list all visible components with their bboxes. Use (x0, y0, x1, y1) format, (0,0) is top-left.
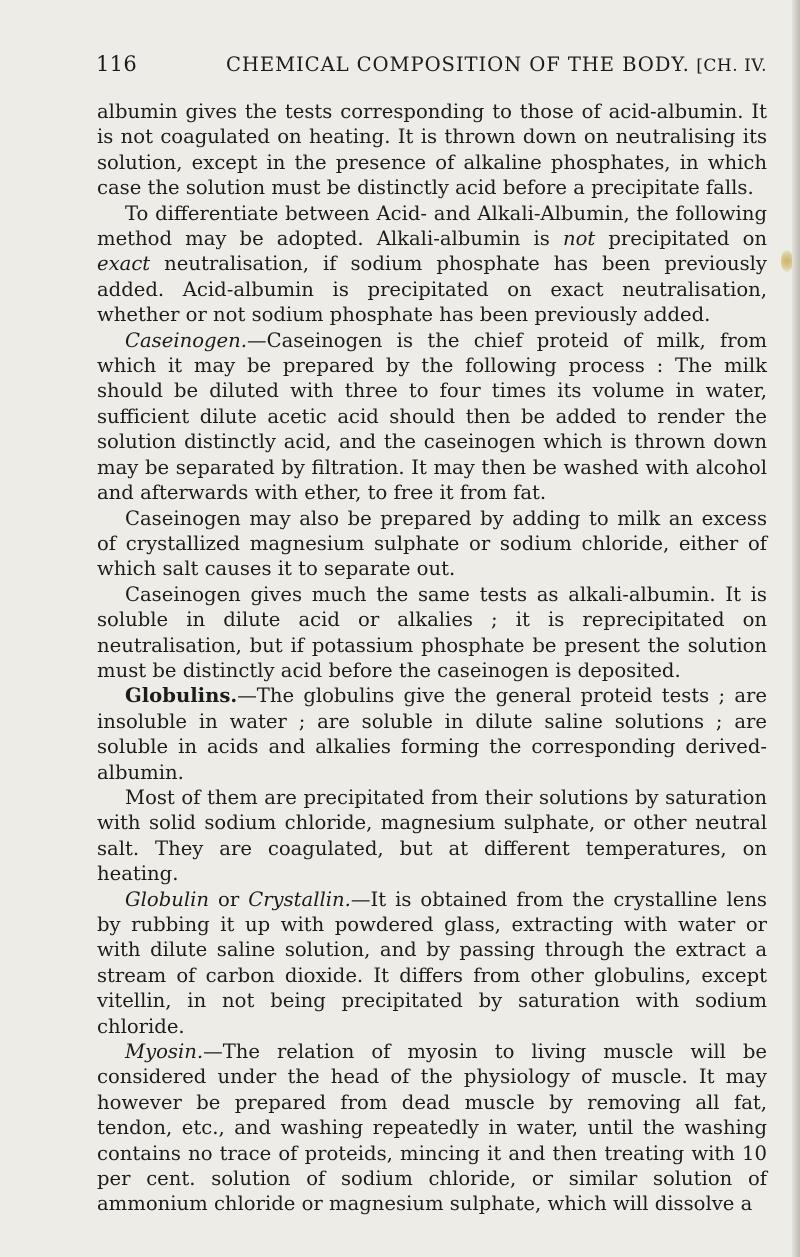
paragraph-text: Most of them are precipitated from their solutions by saturation with solid sodium chloride, magnesium sulphate, or other neutral salt. They are coagulated, but at different temperatures, on heating. (97, 785, 767, 886)
paragraph-albumin-tests (97, 99, 767, 201)
paragraph-text: —Caseinogen is the chief proteid of milk, from which it may be prepared by the following process : The milk should be diluted with three to four times its volume in water, sufficient dilute acetic acid should then be added to render the solution distinctly acid, and the caseinogen which is thrown down may be separated by filtration. It may then be washed with alcohol and afterwards with ether, to free it from fat. (97, 328, 767, 505)
page-edge-shadow (792, 0, 800, 1257)
paragraph-text: precipitated on (595, 227, 768, 251)
paragraph-text: Caseinogen may also be prepared by adding to milk an excess of crystallized magnesium sulphate or sodium chloride, either of which salt causes it to separate out. (97, 506, 767, 581)
chapter-label: [CH. IV. (696, 56, 767, 76)
paragraph-globulins-precipitation (97, 785, 767, 887)
paragraph-text: To differentiate between Acid- and Alkali-Albumin, the following method may be adopted. Alkali-albumin is (97, 201, 767, 251)
running-title: CHEMICAL COMPOSITION OF THE BODY. (226, 53, 690, 76)
paragraph-text: —It is obtained from the crystalline lens by rubbing it up with powdered glass, extracting with water or with dilute saline solution, and by passing through the extract a stream of carbon dioxide. It differs from other globulins, except vitellin, in not being precipitated by saturation with sodium chloride. (97, 887, 767, 1038)
paragraph-caseinogen-tests (97, 582, 767, 684)
paragraph-caseinogen-preparation (97, 506, 767, 582)
paragraph-text: albumin gives the tests corresponding to those of acid-albumin. It is not coagulated on heating. It is thrown down on neutralising its solution, except in the presence of alkaline phosphates, in which case the solution must be distinctly acid before a precipitate falls. (97, 100, 767, 200)
body-text (97, 99, 767, 1217)
running-header (96, 52, 767, 92)
section-heading-crystallin: Crystallin. (248, 887, 351, 911)
paragraph-globulins (97, 683, 767, 785)
section-heading-globulins: Globulins. (125, 684, 238, 708)
paragraph-text: Caseinogen gives much the same tests as alkali-albumin. It is soluble in dilute acid or alkalies ; it is reprecipitated on neutralisation, but if potassium phosphate be present the solution must be distinctly acid before the caseinogen is deposited. (97, 582, 767, 682)
section-heading-myosin: Myosin. (125, 1040, 204, 1064)
emphasis-not: not (562, 227, 596, 251)
paragraph-text: —The globulins give the general proteid tests ; are insoluble in water ; are soluble in dilute saline solutions ; are soluble in acids and alkalies forming the corresponding derived-albumin. (97, 684, 767, 784)
paragraph-crystallin (97, 887, 767, 1039)
paragraph-differentiate (97, 201, 767, 328)
paragraph-text: —The relation of myosin to living muscle will be considered under the head of the physiology of muscle. It may however be prepared from dead muscle by removing all fat, tendon, etc., and washing repeatedly in water, until the washing contains no trace of proteids, mincing it and then treating with 10 per cent. solution of sodium chloride, or similar solution of ammonium chloride or magnesium sulphate, which will dissolve a (97, 1040, 767, 1216)
paragraph-text: neutralisation, if sodium phosphate has been previously added. Acid-albumin is precipitated on exact neutralisation, whether or not sodium phosphate has been previously added. (97, 252, 767, 327)
paragraph-caseinogen (97, 328, 767, 506)
paragraph-myosin (97, 1039, 767, 1217)
section-heading-globulin: Globulin (125, 887, 210, 911)
section-heading-caseinogen: Caseinogen. (125, 328, 247, 352)
page-number: 116 (96, 52, 137, 76)
page-text-block (97, 52, 767, 1217)
paragraph-text: or (209, 887, 249, 911)
emphasis-exact: exact (97, 252, 151, 276)
